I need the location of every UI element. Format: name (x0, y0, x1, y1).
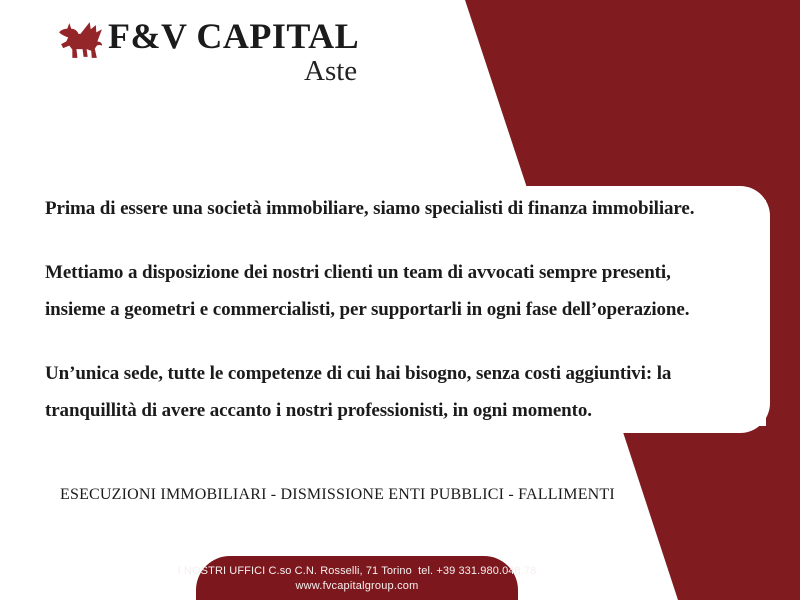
paragraph-line: Prima di essere una società immobiliare, siamo specialisti di finanza immobiliare. (45, 198, 695, 219)
brand-subtitle: Aste (304, 55, 358, 87)
griffin-icon (56, 20, 104, 62)
paragraph (45, 190, 775, 227)
brand-name: F&V CAPITAL (108, 16, 360, 56)
footer-address: I NOSTRI UFFICI C.so C.N. Rosselli, 71 Torino tel. +39 331.980.048.78 (177, 565, 537, 577)
services-line: ESECUZIONI IMMOBILIARI - DISMISSIONE ENTI PUBBLICI - FALLIMENTI (60, 486, 615, 503)
footer-website: www.fvcapitalgroup.com (295, 580, 419, 592)
paragraph (45, 254, 775, 328)
paragraph-line: tranquillità di avere accanto i nostri professionisti, in ogni momento. (45, 400, 592, 421)
bottom-right-diagonal-shape (621, 426, 800, 600)
paragraph-line: Mettiamo a disposizione dei nostri clienti un team di avvocati sempre presenti, (45, 262, 671, 283)
top-right-diagonal-shape (465, 0, 800, 200)
paragraph-line: Un’unica sede, tutte le competenze di cui hai bisogno, senza costi aggiuntivi: la (45, 363, 672, 384)
paragraph-line: insieme a geometri e commercialisti, per supportarli in ogni fase dell’operazione. (45, 299, 690, 320)
footer-bar (177, 556, 537, 600)
paragraph (45, 355, 775, 429)
brand-logo (56, 16, 359, 86)
brand-text (108, 16, 359, 86)
main-copy (45, 190, 775, 429)
